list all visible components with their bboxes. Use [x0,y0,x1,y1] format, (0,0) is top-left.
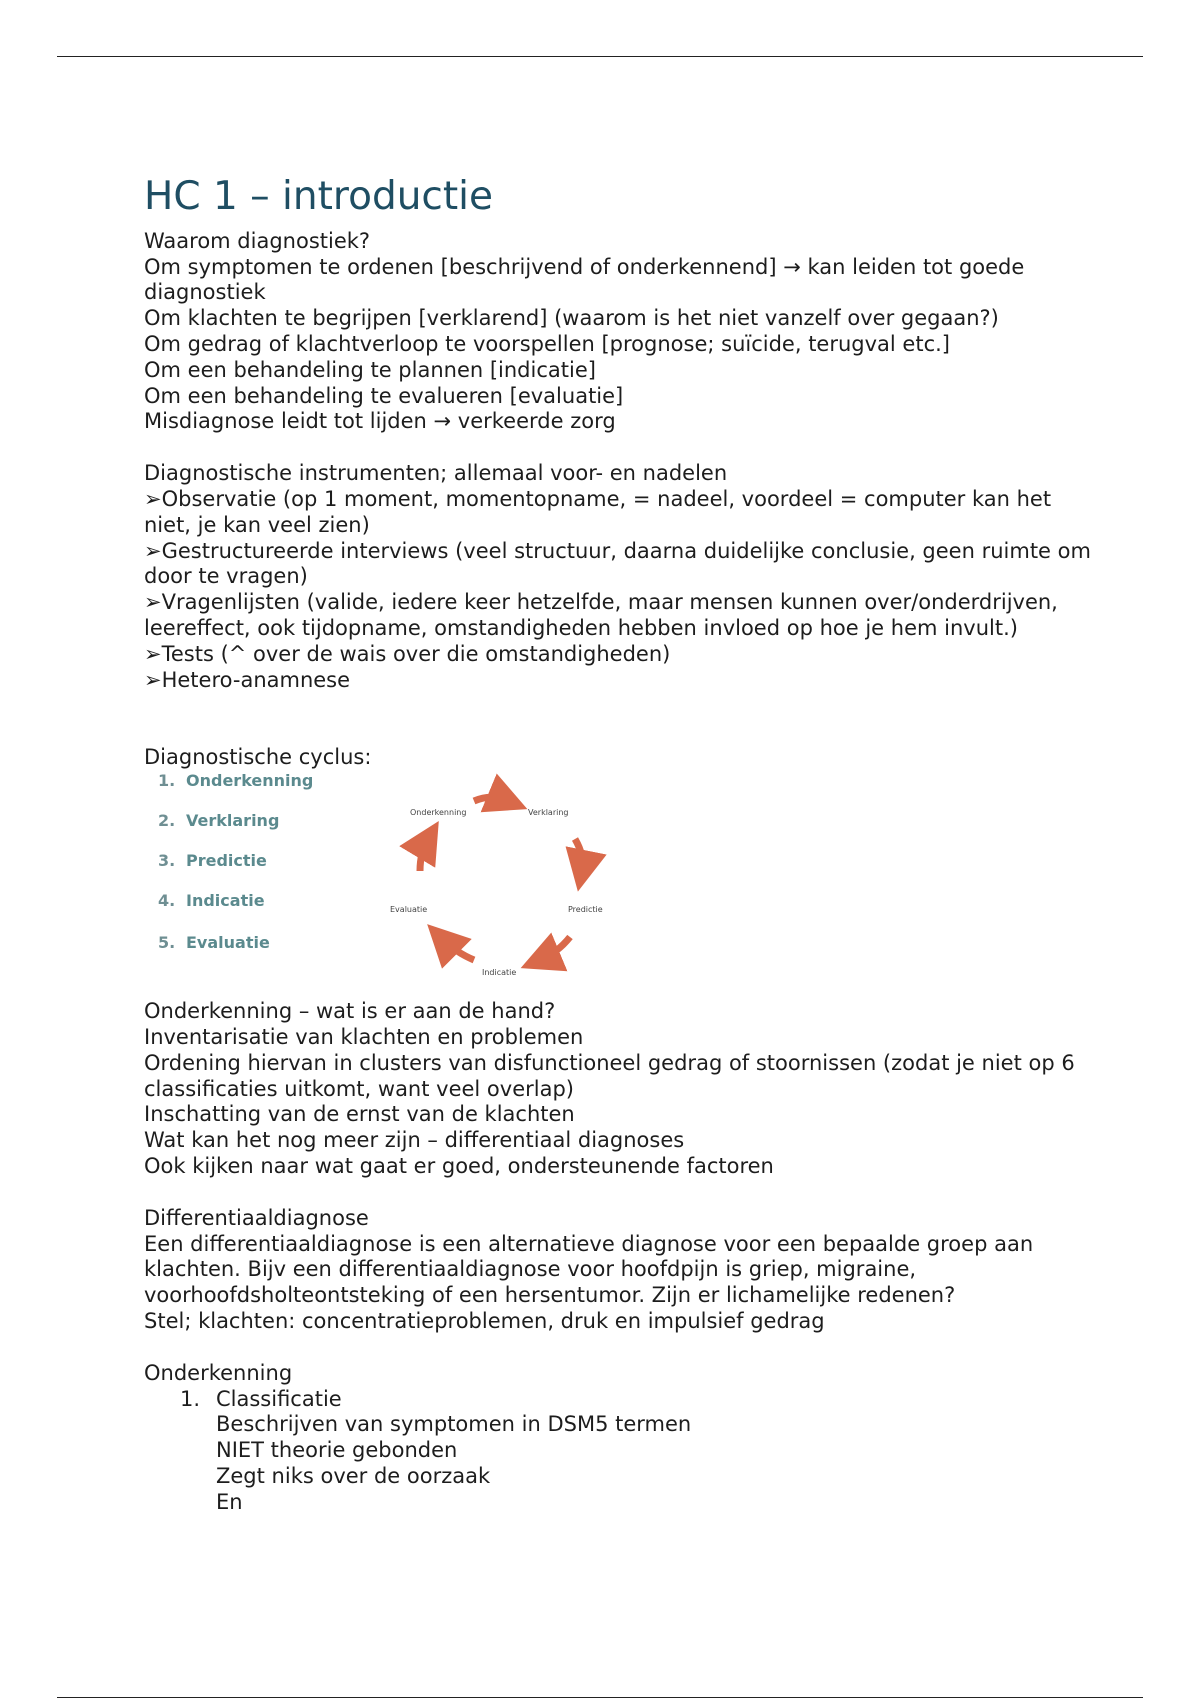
cycle-section [144,745,1104,999]
diagram-label-verklaring: Verklaring [528,808,569,818]
onderkenning-line: Inventarisatie van klachten en problemen [144,1024,584,1049]
onderkenning-line: Inschatting van de ernst van de klachten [144,1102,575,1127]
cycle-figure [144,771,1104,999]
onderkenning-section [144,999,1104,1180]
classificatie-line: Beschrijven van symptomen in DSM5 termen [216,1412,692,1437]
intro-line: Om een behandeling te evalueren [evaluatie] [144,383,624,408]
cycle-diagram [370,763,638,989]
document-body [144,174,1104,1515]
diagram-label-onderkenning: Onderkenning [410,808,467,818]
intro-line: Om een behandeling te plannen [indicatie] [144,357,596,382]
spacer [144,693,1104,745]
diagram-label-indicatie: Indicatie [482,968,517,978]
differentiaal-text: Een differentiaaldiagnose is een alternatieve diagnose voor een bepaalde groep aan klachten. Bijv een differentiaaldiagnose voor hoofdpijn is griep, migraine, voorhoofdsholteontsteking of een hersentumor. Zijn er lichamelijke redenen? [144,1231,1034,1308]
instrument-item: ➢Tests (^ over de wais over die omstandigheden) [144,641,671,666]
cycle-step: 4. Indicatie [158,891,265,911]
onderkenning-line: Wat kan het nog meer zijn – differentiaal diagnoses [144,1128,685,1153]
cycle-step: 5. Evaluatie [158,933,270,953]
intro-line: Om gedrag of klachtverloop te voorspellen [prognose; suïcide, terugval etc.] [144,331,950,356]
diagram-label-predictie: Predictie [568,905,603,915]
page-title: HC 1 – introductie [144,174,493,219]
cycle-step: 2. Verklaring [158,811,280,831]
cycle-step-list [158,771,313,973]
onderkenning-line: Ook kijken naar wat gaat er goed, ondersteunende factoren [144,1153,774,1178]
onderkenning2-heading: Onderkenning [144,1360,293,1385]
classificatie-line: Zegt niks over de oorzaak [216,1463,491,1488]
cycle-arrow [442,939,474,960]
instruments-heading: Diagnostische instrumenten; allemaal voor- en nadelen [144,461,728,486]
differentiaal-text: Stel; klachten: concentratieproblemen, druk en impulsief gedrag [144,1308,825,1333]
intro-line: Om klachten te begrijpen [verklarend] (waarom is het niet vanzelf over gegaan?) [144,306,999,331]
list-marker: 1. [180,1386,201,1411]
spacer [144,1335,1104,1361]
cycle-arrow [540,937,570,960]
instruments-section [144,461,1104,693]
instrument-item: ➢Hetero-anamnese [144,667,351,692]
classificatie-list [144,1387,1104,1413]
intro-section [144,229,1104,435]
differentiaal-section [144,1206,1104,1335]
list-item-label: Classificatie [216,1386,342,1411]
instrument-item: ➢Observatie (op 1 moment, momentopname, = nadeel, voordeel = computer kan het niet, je kan veel zien) [144,486,1052,537]
onderkenning-line: Onderkenning – wat is er aan de hand? [144,999,556,1024]
onderkenning2-section [144,1361,1104,1516]
cycle-heading: Diagnostische cyclus: [144,745,372,770]
cycle-arrow [575,839,583,871]
diagram-label-evaluatie: Evaluatie [390,905,428,915]
intro-line: Misdiagnose leidt tot lijden → verkeerde zorg [144,409,616,434]
instrument-item: ➢Vragenlijsten (valide, iedere keer hetzelfde, maar mensen kunnen over/onderdrijven, leereffect, ook tijdopname, omstandigheden hebben invloed op hoe je hem invult.) [144,590,1058,640]
list-item [144,1387,1104,1413]
spacer [144,435,1104,461]
cycle-arrow [420,839,428,871]
cycle-arrow [474,797,508,801]
top-rule [57,56,1143,57]
intro-line: Waarom diagnostiek? [144,228,371,253]
onderkenning-line: Ordening hiervan in clusters van disfunctioneel gedrag of stoornissen (zodat je niet op 6 classificaties uitkomt, want veel overlap) [144,1050,1075,1101]
classificatie-line: NIET theorie gebonden [216,1438,458,1463]
cycle-step: 1. Onderkenning [158,771,314,791]
spacer [144,1180,1104,1206]
classificatie-line: En [216,1489,243,1514]
differentiaal-heading: Differentiaaldiagnose [144,1205,369,1230]
cycle-step: 3. Predictie [158,851,267,871]
bottom-rule [57,1697,1143,1698]
intro-line: Om symptomen te ordenen [beschrijvend of onderkennend] → kan leiden tot goede diagnostiek [144,254,1025,305]
instrument-item: ➢Gestructureerde interviews (veel structuur, daarna duidelijke conclusie, geen ruimte om door te vragen) [144,538,1091,589]
